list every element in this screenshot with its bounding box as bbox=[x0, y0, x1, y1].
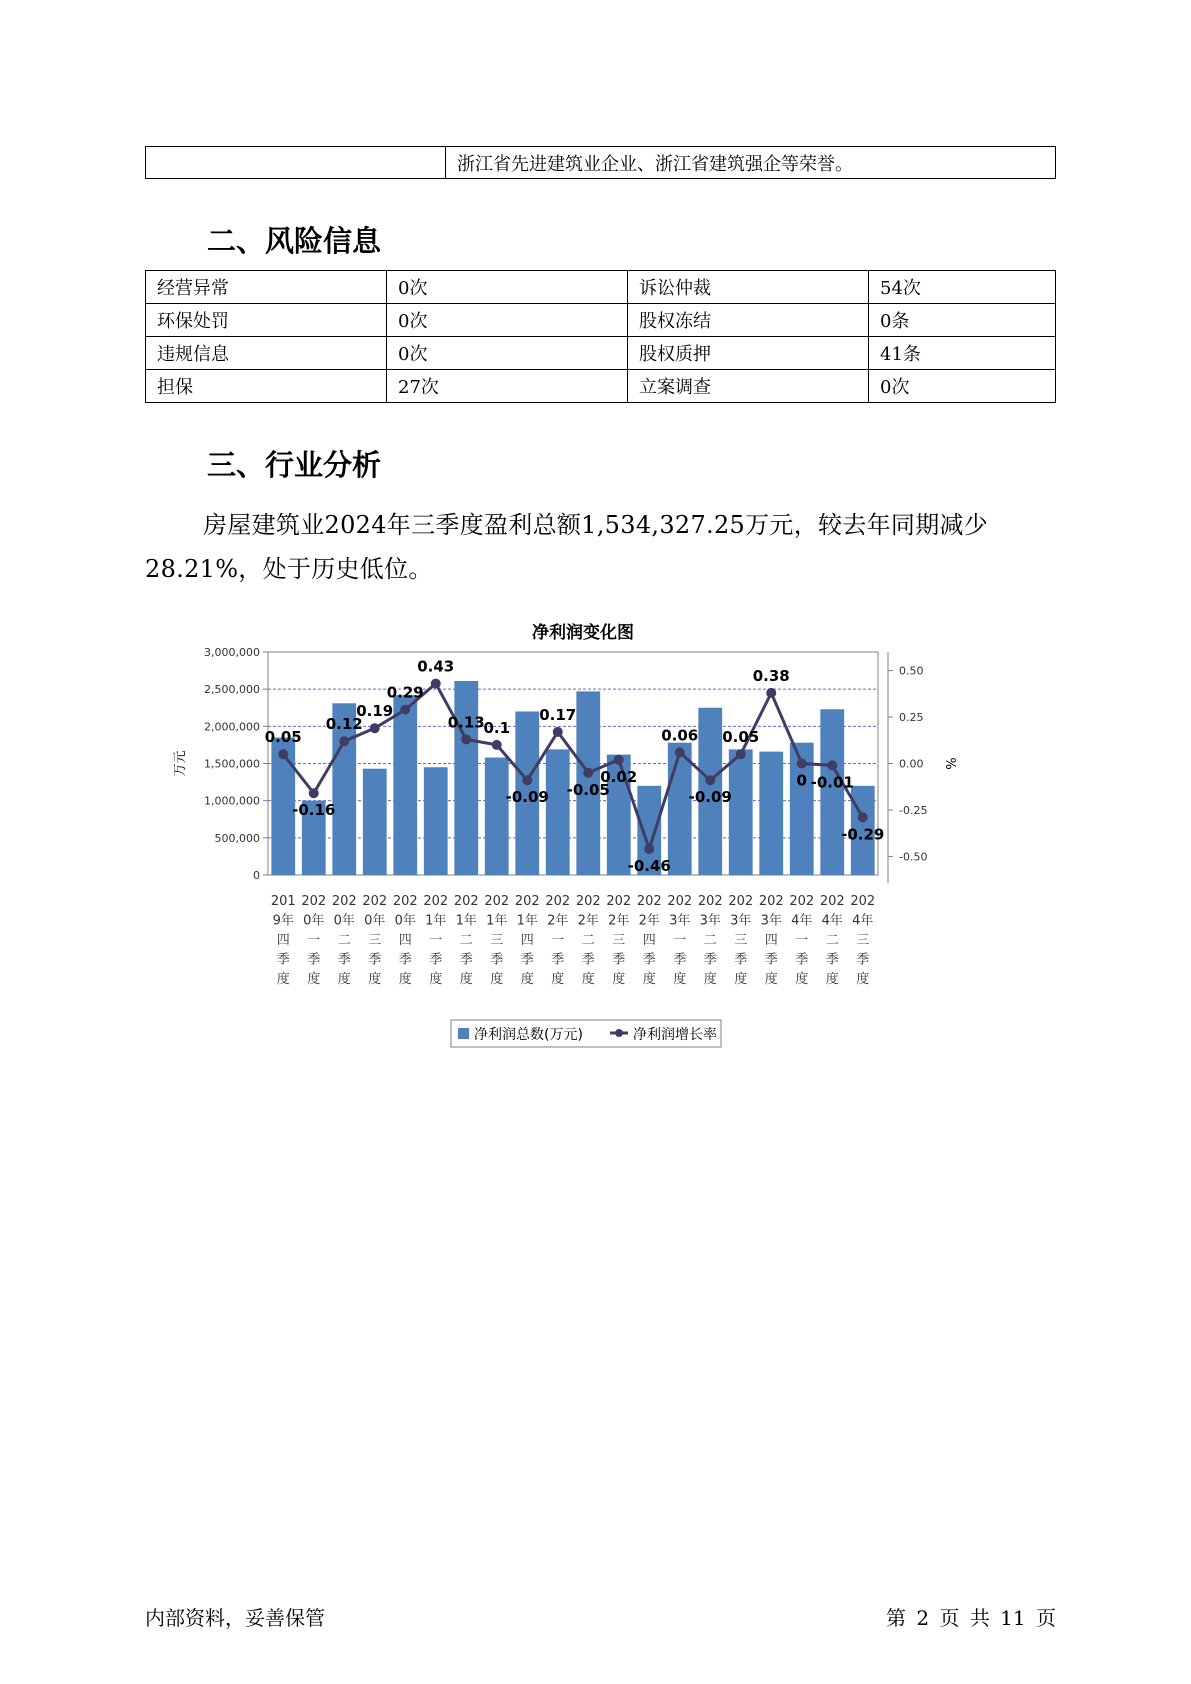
x-tick-label: 二 bbox=[825, 933, 839, 948]
bar bbox=[668, 743, 692, 875]
net-profit-chart bbox=[170, 615, 1040, 1065]
growth-point bbox=[461, 734, 471, 744]
y-tick-label: 3,000,000 bbox=[204, 646, 260, 659]
x-tick-label: 度 bbox=[825, 972, 839, 987]
risk-row bbox=[146, 370, 1056, 403]
y2-axis-title: % bbox=[942, 757, 957, 770]
growth-data-label: -0.46 bbox=[627, 856, 671, 875]
risk-label-cell: 担保 bbox=[146, 370, 387, 403]
x-tick-label: 202 bbox=[636, 894, 662, 909]
legend-line-marker bbox=[615, 1029, 623, 1037]
y-tick-label: 1,000,000 bbox=[204, 794, 260, 808]
y2-tick-label: 0.00 bbox=[899, 757, 924, 771]
x-tick-label: 二 bbox=[459, 933, 473, 948]
x-tick-label: 季 bbox=[642, 952, 656, 968]
x-tick-label: 4年 bbox=[821, 913, 843, 929]
x-tick-label: 4年 bbox=[852, 913, 874, 929]
x-tick-label: 202 bbox=[697, 894, 723, 909]
x-tick-label: 9年 bbox=[272, 913, 294, 929]
x-tick-label: 季 bbox=[459, 952, 473, 968]
honor-table bbox=[145, 146, 1056, 179]
growth-data-label: 0.19 bbox=[356, 702, 394, 721]
x-tick-label: 二 bbox=[703, 933, 717, 948]
honor-label-cell bbox=[146, 147, 446, 179]
x-tick-label: 1年 bbox=[486, 913, 508, 929]
x-tick-label: 三 bbox=[368, 933, 382, 948]
x-tick-label: 202 bbox=[301, 894, 327, 909]
risk-value-cell: 0次 bbox=[387, 304, 628, 337]
x-tick-label: 季 bbox=[673, 952, 687, 968]
x-tick-label: 四 bbox=[520, 933, 534, 948]
growth-point bbox=[614, 755, 624, 765]
x-tick-label: 季 bbox=[490, 952, 504, 968]
x-tick-label: 202 bbox=[667, 894, 693, 909]
growth-data-label: 0.17 bbox=[539, 705, 577, 724]
growth-data-label: 0.02 bbox=[600, 767, 638, 786]
x-tick-label: 三 bbox=[612, 933, 626, 948]
x-tick-label: 度 bbox=[703, 972, 717, 987]
x-tick-label: 202 bbox=[392, 894, 418, 909]
growth-data-label: 0.1 bbox=[483, 718, 511, 737]
risk-value-cell: 0次 bbox=[387, 337, 628, 370]
x-tick-label: 度 bbox=[551, 972, 565, 987]
x-tick-label: 2年 bbox=[608, 913, 630, 929]
risk-value-cell: 27次 bbox=[387, 370, 628, 403]
x-tick-label: 度 bbox=[429, 972, 443, 987]
x-tick-label: 季 bbox=[856, 952, 870, 968]
honor-row bbox=[146, 147, 1056, 179]
x-tick-label: 四 bbox=[642, 933, 656, 948]
x-tick-label: 0年 bbox=[333, 913, 355, 929]
y-tick-label: 0 bbox=[253, 869, 260, 882]
x-tick-label: 度 bbox=[276, 972, 290, 987]
x-tick-label: 季 bbox=[276, 952, 290, 968]
chart-title: 净利润变化图 bbox=[532, 623, 634, 643]
growth-data-label: -0.01 bbox=[810, 773, 854, 792]
x-tick-label: 1年 bbox=[516, 913, 538, 929]
growth-point bbox=[553, 727, 563, 737]
y-tick-label: 500,000 bbox=[214, 831, 260, 845]
growth-point bbox=[339, 736, 349, 746]
x-tick-label: 三 bbox=[856, 933, 870, 948]
growth-point bbox=[858, 812, 868, 822]
bar bbox=[363, 769, 387, 875]
bar bbox=[424, 767, 448, 875]
x-tick-label: 0年 bbox=[303, 913, 325, 929]
risk-label-cell: 立案调查 bbox=[628, 370, 869, 403]
footer-page-number: 第 2 页 共 11 页 bbox=[886, 1606, 1056, 1630]
x-tick-label: 3年 bbox=[669, 913, 691, 929]
x-tick-label: 度 bbox=[307, 972, 321, 987]
risk-row bbox=[146, 271, 1056, 304]
y2-tick-label: 0.25 bbox=[899, 711, 924, 725]
growth-point bbox=[736, 749, 746, 759]
risk-value-cell: 54次 bbox=[869, 271, 1056, 304]
x-tick-label: 季 bbox=[795, 952, 809, 968]
x-tick-label: 季 bbox=[734, 952, 748, 968]
x-tick-label: 二 bbox=[581, 933, 595, 948]
x-tick-label: 四 bbox=[276, 933, 290, 948]
x-tick-label: 3年 bbox=[730, 913, 752, 929]
x-tick-label: 1年 bbox=[455, 913, 477, 929]
growth-data-label: 0.29 bbox=[386, 683, 424, 702]
x-tick-label: 202 bbox=[819, 894, 845, 909]
y2-tick-label: 0.50 bbox=[899, 664, 924, 678]
risk-label-cell: 股权质押 bbox=[628, 337, 869, 370]
growth-point bbox=[675, 747, 685, 757]
x-tick-label: 度 bbox=[581, 972, 595, 987]
x-tick-label: 季 bbox=[398, 952, 412, 968]
growth-point bbox=[400, 705, 410, 715]
x-tick-label: 季 bbox=[429, 952, 443, 968]
growth-point bbox=[278, 749, 288, 759]
bar bbox=[485, 758, 509, 875]
x-tick-label: 季 bbox=[612, 952, 626, 968]
x-tick-label: 3年 bbox=[760, 913, 782, 929]
bar bbox=[454, 681, 478, 875]
x-tick-label: 度 bbox=[398, 972, 412, 987]
bar bbox=[393, 695, 417, 875]
growth-point bbox=[827, 760, 837, 770]
legend-bar-swatch bbox=[458, 1028, 469, 1039]
x-tick-label: 度 bbox=[734, 972, 748, 987]
x-tick-label: 度 bbox=[368, 972, 382, 987]
growth-data-label: 0.43 bbox=[417, 657, 455, 676]
x-tick-label: 202 bbox=[453, 894, 479, 909]
x-tick-label: 202 bbox=[606, 894, 632, 909]
x-tick-label: 三 bbox=[734, 933, 748, 948]
growth-point bbox=[766, 688, 776, 698]
risk-label-cell: 违规信息 bbox=[146, 337, 387, 370]
x-tick-label: 四 bbox=[398, 933, 412, 948]
x-tick-label: 度 bbox=[764, 972, 778, 987]
x-tick-label: 一 bbox=[673, 933, 687, 948]
y-axis-title: 万元 bbox=[173, 750, 188, 777]
growth-point bbox=[522, 775, 532, 785]
x-tick-label: 度 bbox=[673, 972, 687, 987]
growth-point bbox=[583, 768, 593, 778]
x-tick-label: 202 bbox=[545, 894, 571, 909]
x-tick-label: 季 bbox=[825, 952, 839, 968]
x-tick-label: 一 bbox=[307, 933, 321, 948]
x-tick-label: 202 bbox=[484, 894, 510, 909]
x-tick-label: 季 bbox=[581, 952, 595, 968]
y2-tick-label: -0.50 bbox=[899, 850, 928, 864]
x-tick-label: 三 bbox=[490, 933, 504, 948]
growth-point bbox=[705, 775, 715, 785]
growth-data-label: 0.05 bbox=[722, 728, 760, 747]
growth-data-label: -0.29 bbox=[841, 825, 885, 844]
x-tick-label: 202 bbox=[789, 894, 815, 909]
legend-bar-label: 净利润总数(万元) bbox=[474, 1027, 583, 1043]
bar bbox=[820, 709, 844, 875]
x-tick-label: 3年 bbox=[699, 913, 721, 929]
x-tick-label: 度 bbox=[642, 972, 656, 987]
x-tick-label: 度 bbox=[795, 972, 809, 987]
risk-table bbox=[145, 270, 1056, 403]
x-tick-label: 度 bbox=[856, 972, 870, 987]
x-tick-label: 202 bbox=[331, 894, 357, 909]
bar bbox=[759, 752, 783, 875]
x-tick-label: 季 bbox=[520, 952, 534, 968]
y2-tick-label: -0.25 bbox=[899, 803, 928, 817]
risk-label-cell: 经营异常 bbox=[146, 271, 387, 304]
x-tick-label: 季 bbox=[764, 952, 778, 968]
risk-value-cell: 0次 bbox=[869, 370, 1056, 403]
x-tick-label: 202 bbox=[758, 894, 784, 909]
growth-data-label: 0.38 bbox=[752, 666, 790, 685]
growth-point bbox=[370, 723, 380, 733]
x-tick-label: 202 bbox=[850, 894, 876, 909]
x-tick-label: 度 bbox=[337, 972, 351, 987]
industry-heading: 三、行业分析 bbox=[207, 448, 382, 482]
x-tick-label: 0年 bbox=[394, 913, 416, 929]
growth-point bbox=[492, 740, 502, 750]
risk-row bbox=[146, 304, 1056, 337]
risk-label-cell: 股权冻结 bbox=[628, 304, 869, 337]
growth-data-label: 0 bbox=[796, 771, 807, 790]
x-tick-label: 202 bbox=[575, 894, 601, 909]
growth-data-label: -0.05 bbox=[566, 780, 610, 799]
bar bbox=[729, 749, 753, 875]
growth-data-label: -0.16 bbox=[292, 801, 336, 820]
growth-data-label: -0.09 bbox=[688, 788, 732, 807]
growth-data-label: 0.05 bbox=[264, 728, 302, 747]
x-tick-label: 季 bbox=[703, 952, 717, 968]
growth-data-label: -0.09 bbox=[505, 788, 549, 807]
x-tick-label: 二 bbox=[337, 933, 351, 948]
x-tick-label: 0年 bbox=[364, 913, 386, 929]
growth-point bbox=[797, 759, 807, 769]
y-tick-label: 2,500,000 bbox=[204, 683, 260, 697]
risk-value-cell: 0条 bbox=[869, 304, 1056, 337]
risk-value-cell: 41条 bbox=[869, 337, 1056, 370]
x-tick-label: 202 bbox=[728, 894, 754, 909]
x-tick-label: 度 bbox=[459, 972, 473, 987]
x-tick-label: 202 bbox=[423, 894, 449, 909]
legend-line-label: 净利润增长率 bbox=[633, 1027, 717, 1043]
growth-data-label: 0.13 bbox=[447, 713, 485, 732]
y-tick-label: 2,000,000 bbox=[204, 720, 260, 734]
x-tick-label: 2年 bbox=[638, 913, 660, 929]
growth-point bbox=[644, 844, 654, 854]
growth-data-label: 0.12 bbox=[325, 715, 363, 734]
x-tick-label: 季 bbox=[337, 952, 351, 968]
x-tick-label: 季 bbox=[307, 952, 321, 968]
risk-heading: 二、风险信息 bbox=[207, 224, 382, 258]
x-tick-label: 一 bbox=[429, 933, 443, 948]
x-tick-label: 季 bbox=[368, 952, 382, 968]
honor-content-cell: 浙江省先进建筑业企业、浙江省建筑强企等荣誉。 bbox=[446, 147, 1056, 179]
growth-point bbox=[309, 788, 319, 798]
x-tick-label: 度 bbox=[520, 972, 534, 987]
risk-value-cell: 0次 bbox=[387, 271, 628, 304]
risk-label-cell: 诉讼仲裁 bbox=[628, 271, 869, 304]
x-tick-label: 季 bbox=[551, 952, 565, 968]
x-tick-label: 一 bbox=[795, 933, 809, 948]
bar bbox=[546, 749, 570, 875]
growth-point bbox=[431, 679, 441, 689]
x-tick-label: 202 bbox=[362, 894, 388, 909]
x-tick-label: 2年 bbox=[577, 913, 599, 929]
x-tick-label: 4年 bbox=[791, 913, 813, 929]
growth-data-label: 0.06 bbox=[661, 726, 699, 745]
x-tick-label: 度 bbox=[612, 972, 626, 987]
risk-row bbox=[146, 337, 1056, 370]
x-tick-label: 一 bbox=[551, 933, 565, 948]
industry-paragraph: 房屋建筑业2024年三季度盈利总额1,534,327.25万元，较去年同期减少28.21%，处于历史低位。 bbox=[145, 511, 989, 583]
footer-confidential: 内部资料，妥善保管 bbox=[145, 1606, 325, 1630]
x-tick-label: 度 bbox=[490, 972, 504, 987]
risk-label-cell: 环保处罚 bbox=[146, 304, 387, 337]
x-tick-label: 2年 bbox=[547, 913, 569, 929]
x-tick-label: 四 bbox=[764, 933, 778, 948]
y-tick-label: 1,500,000 bbox=[204, 757, 260, 771]
x-tick-label: 201 bbox=[270, 894, 296, 909]
x-tick-label: 1年 bbox=[425, 913, 447, 929]
x-tick-label: 202 bbox=[514, 894, 540, 909]
